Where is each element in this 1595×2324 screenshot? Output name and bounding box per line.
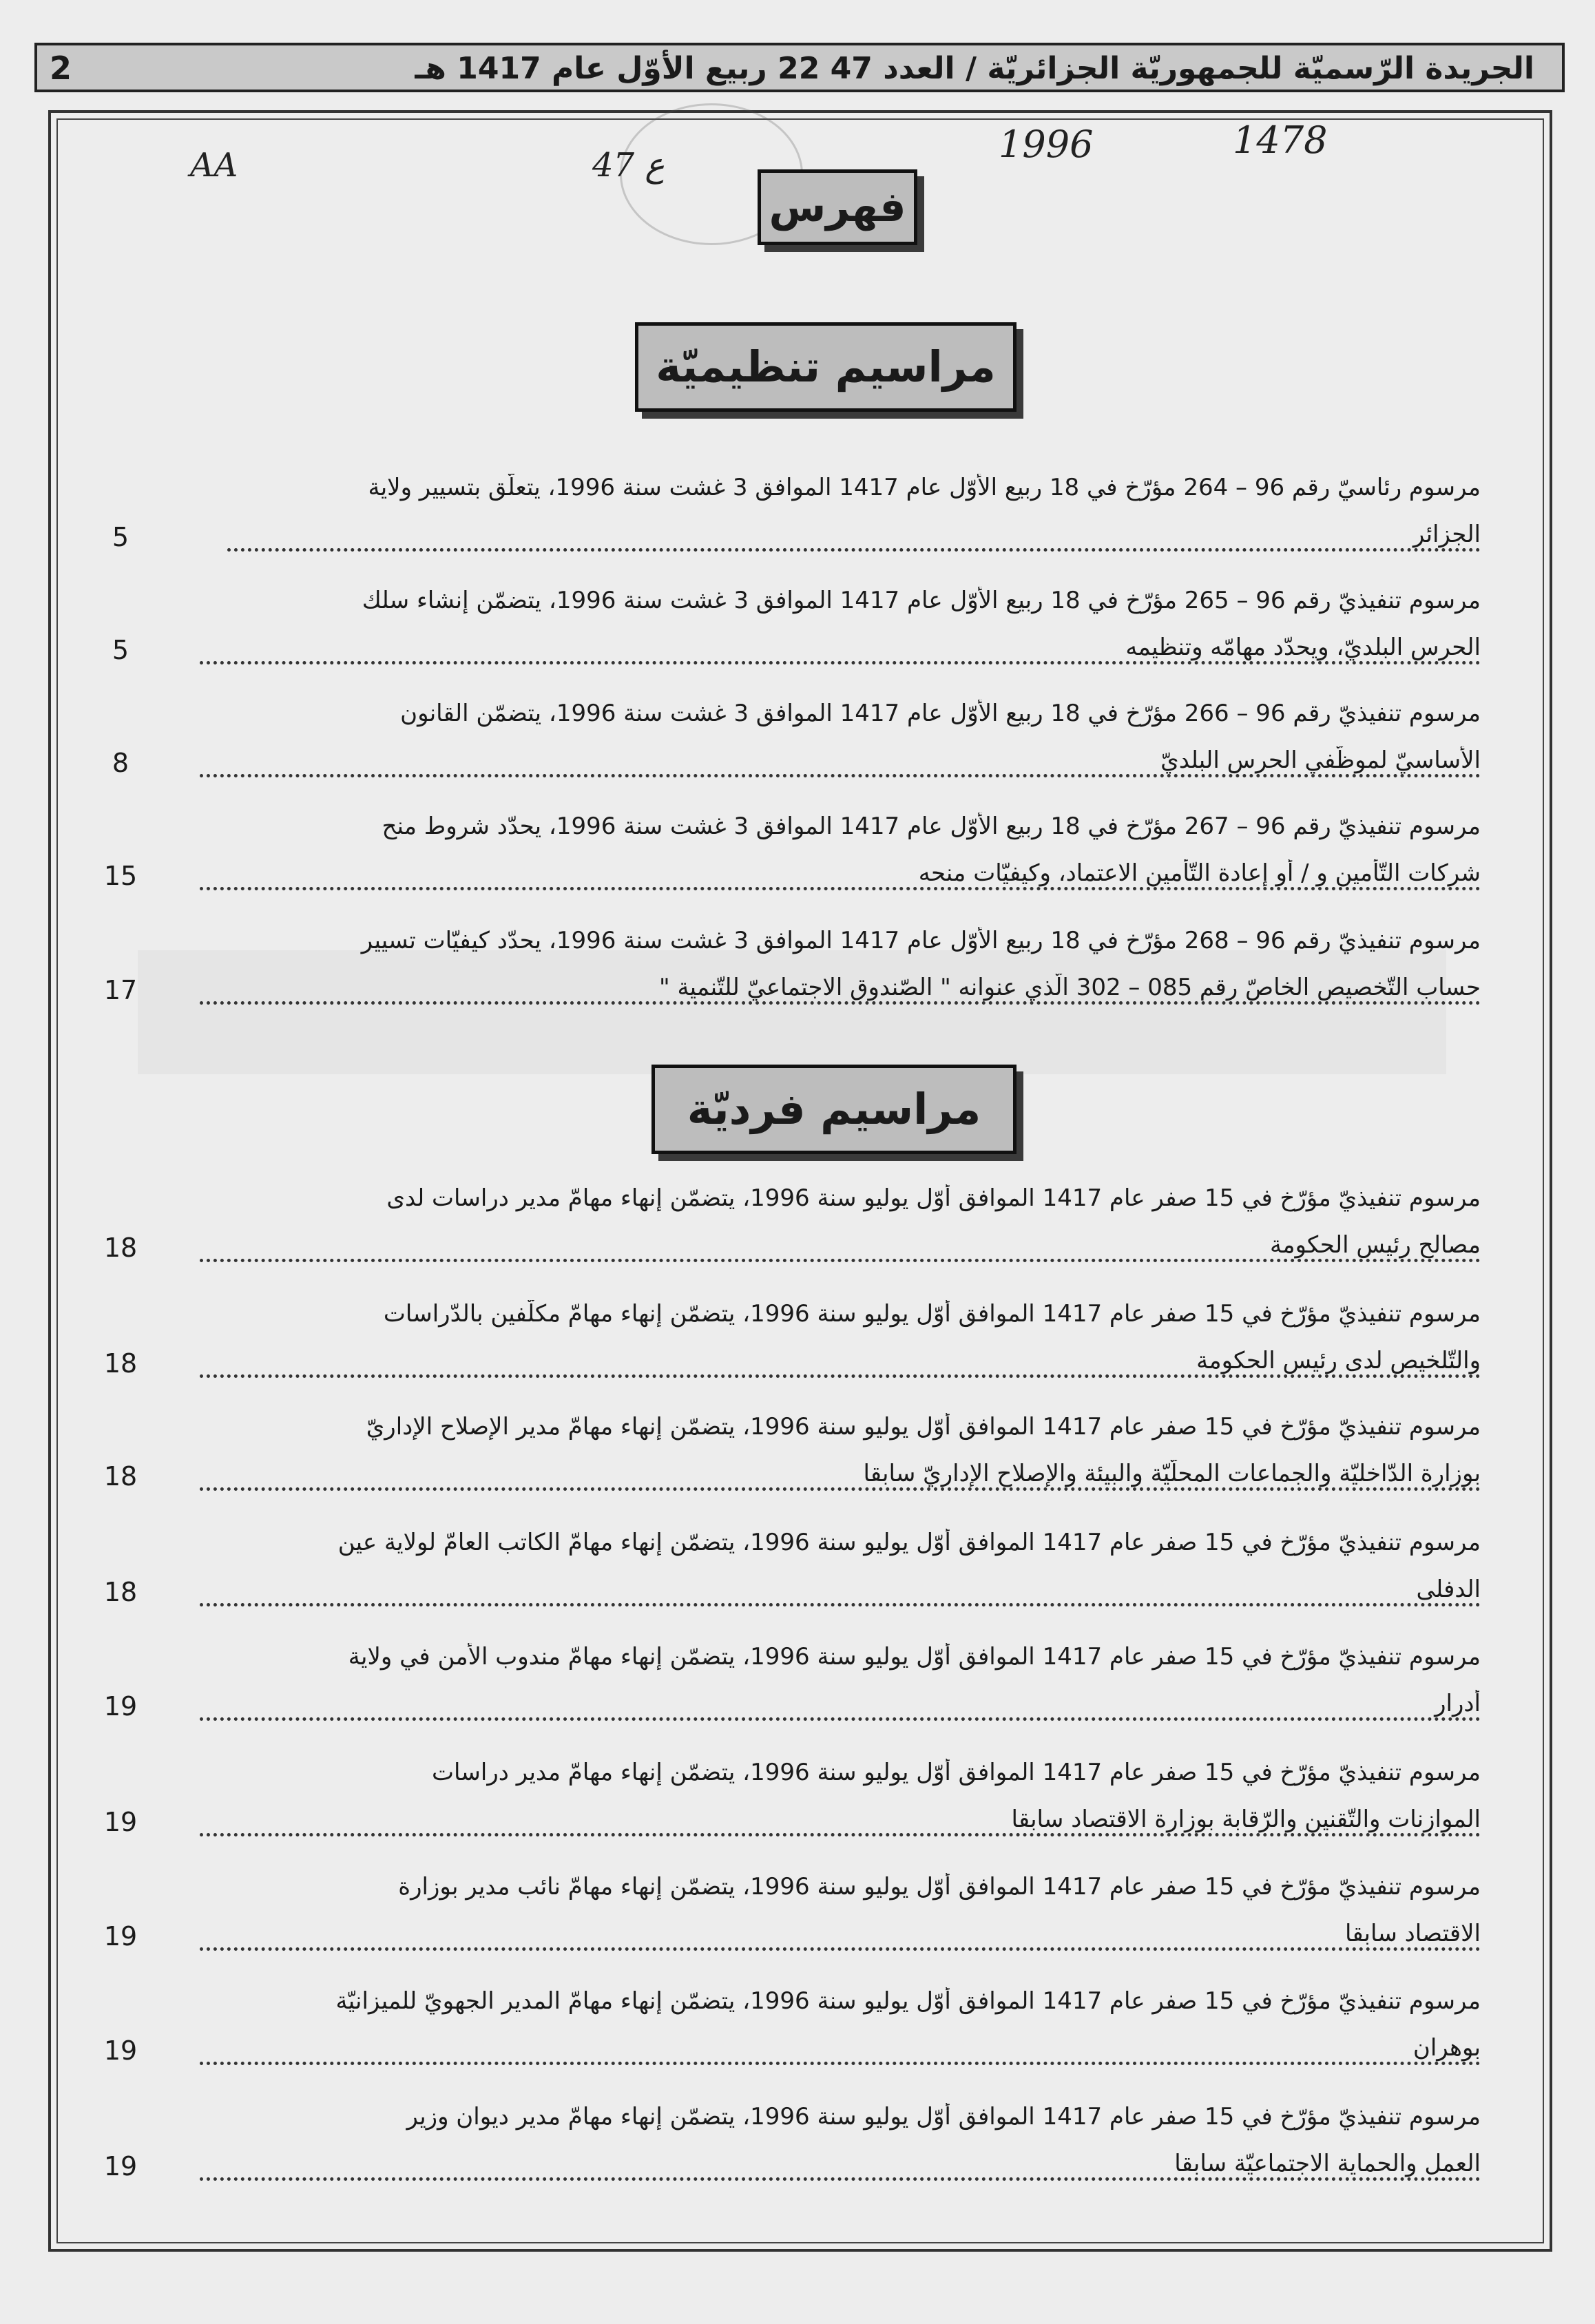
- section-regulatory-decrees-box: [635, 322, 1017, 412]
- entry-title-line1: مرسوم تنفيذيّ مؤرّخ في 15 صفر عام 1417 الموافق أوّل يوليو سنة 1996، يتضمّن إنهاء مهامّ نائب مدير بوزارة: [398, 1873, 1481, 1901]
- bleed-through-watermark: [138, 950, 1446, 1074]
- entry-title-line2: الاقتصاد سابقا: [1344, 1920, 1481, 1947]
- entry-page-number: 19: [103, 1691, 138, 1721]
- entry-title-line2: العمل والحماية الاجتماعيّة سابقا: [1174, 2150, 1481, 2177]
- handwritten-note-a: 1478: [1233, 118, 1328, 162]
- entry-title-line1: مرسوم تنفيذيّ مؤرّخ في 15 صفر عام 1417 الموافق أوّل يوليو سنة 1996، يتضمّن إنهاء مهامّ مندوب الأمن في ولاية: [348, 1643, 1481, 1671]
- leader-dots: [200, 2041, 1481, 2065]
- leader-dots: [200, 1582, 1481, 1606]
- header-title: الجريدة الرّسميّة للجمهوريّة الجزائريّة / العدد 47 22 ربيع الأوّل عام 1417 هـ: [415, 51, 1534, 86]
- entry-title-line1: مرسوم تنفيذيّ مؤرّخ في 15 صفر عام 1417 الموافق أوّل يوليو سنة 1996، يتضمّن إنهاء مهامّ مدير دراسات: [432, 1759, 1481, 1786]
- entry-page-number: 19: [103, 1807, 138, 1837]
- entry-title-line2: بوهران: [1412, 2034, 1481, 2062]
- entry-page-number: 18: [103, 1348, 138, 1379]
- entry-title-line2: الأساسيّ لموظّفي الحرس البلديّ: [1160, 746, 1481, 774]
- leader-dots: [200, 2157, 1481, 2181]
- entry-title-line2: حساب التّخصيص الخاصّ رقم 085 – 302 الّذي عنوانه " الصّندوق الاجتماعيّ للتّنمية ": [659, 974, 1481, 1001]
- entry-title-line1: مرسوم تنفيذيّ مؤرّخ في 15 صفر عام 1417 الموافق أوّل يوليو سنة 1996، يتضمّن إنهاء مهامّ مكلّفين بالدّراسات: [383, 1300, 1481, 1328]
- leader-dots: [200, 753, 1481, 777]
- entry-title-line1: مرسوم تنفيذيّ رقم 96 – 267 مؤرّخ في 18 ربيع الأوّل عام 1417 الموافق 3 غشت سنة 1996، يحدّد شروط منح: [382, 813, 1481, 840]
- entry-page-number: 18: [103, 1233, 138, 1263]
- leader-dots: [200, 1927, 1481, 1951]
- index-title-box: [758, 169, 917, 245]
- entry-title-line2: الحرس البلديّ، ويحدّد مهامّه وتنظيمه: [1125, 634, 1481, 661]
- leader-dots: [200, 640, 1481, 664]
- entry-page-number: 19: [103, 2035, 138, 2066]
- entry-title-line2: مصالح رئيس الحكومة: [1270, 1231, 1481, 1259]
- leader-dots: [200, 866, 1481, 890]
- entry-title-line1: مرسوم تنفيذيّ مؤرّخ في 15 صفر عام 1417 الموافق أوّل يوليو سنة 1996، يتضمّن إنهاء مهامّ مدير الإصلاح الإداريّ: [366, 1413, 1481, 1441]
- handwritten-note-b: 1996: [999, 123, 1094, 166]
- entry-title-line1: مرسوم رئاسيّ رقم 96 – 264 مؤرّخ في 18 ربيع الأوّل عام 1417 الموافق 3 غشت سنة 1996، يتعلّق بتسيير ولاية: [368, 474, 1481, 501]
- leader-dots: [200, 1697, 1481, 1721]
- entry-title-line2: والتّلخيص لدى رئيس الحكومة: [1196, 1347, 1481, 1374]
- entry-page-number: 19: [103, 1921, 138, 1951]
- entry-title-line1: مرسوم تنفيذيّ مؤرّخ في 15 صفر عام 1417 الموافق أوّل يوليو سنة 1996، يتضمّن إنهاء مهامّ مدير ديوان وزير: [406, 2103, 1481, 2131]
- leader-dots: [200, 1238, 1481, 1262]
- entry-title-line1: مرسوم تنفيذيّ مؤرّخ في 15 صفر عام 1417 الموافق أوّل يوليو سنة 1996، يتضمّن إنهاء مهامّ مدير دراسات لدى: [386, 1184, 1481, 1212]
- entry-page-number: 8: [112, 748, 129, 778]
- entry-title-line2: شركات التّأمين و / أو إعادة التّأمين الاعتماد، وكيفيّات منحه: [918, 859, 1481, 887]
- section-regulatory-decrees-title: مراسيم تنظيميّة: [656, 342, 996, 392]
- leader-dots: [200, 1812, 1481, 1836]
- entry-title-line1: مرسوم تنفيذيّ مؤرّخ في 15 صفر عام 1417 الموافق أوّل يوليو سنة 1996، يتضمّن إنهاء مهامّ الكاتب العامّ لولاية عين: [337, 1529, 1481, 1556]
- entry-title-line2: الدفلى: [1416, 1575, 1481, 1603]
- entry-title-line2: أدرار: [1435, 1690, 1481, 1717]
- entry-title-line1: مرسوم تنفيذيّ مؤرّخ في 15 صفر عام 1417 الموافق أوّل يوليو سنة 1996، يتضمّن إنهاء مهامّ المدير الجهويّ للميزانيّة: [335, 1987, 1481, 2015]
- entry-page-number: 15: [103, 861, 138, 891]
- handwritten-note-d: AA: [190, 146, 238, 185]
- section-individual-decrees-title: مراسيم فرديّة: [687, 1084, 981, 1134]
- entry-title-line2: الجزائر: [1412, 521, 1481, 548]
- leader-dots: [200, 981, 1481, 1005]
- entry-page-number: 5: [112, 522, 129, 552]
- entry-page-number: 18: [103, 1461, 138, 1491]
- entry-title-line2: بوزارة الدّاخليّة والجماعات المحلّيّة والبيئة والإصلاح الإداريّ سابقا: [863, 1460, 1481, 1487]
- entry-page-number: 18: [103, 1577, 138, 1607]
- entry-page-number: 5: [112, 635, 129, 665]
- leader-dots: [200, 1467, 1481, 1491]
- entry-page-number: 19: [103, 2151, 138, 2181]
- entry-title-line1: مرسوم تنفيذيّ رقم 96 – 266 مؤرّخ في 18 ربيع الأوّل عام 1417 الموافق 3 غشت سنة 1996، يتضمّن القانون: [400, 700, 1481, 727]
- page-header: [34, 43, 1565, 92]
- index-title: فهرس: [769, 183, 906, 231]
- entry-title-line2: الموازنات والتّقنين والرّقابة بوزارة الاقتصاد سابقا: [1011, 1805, 1481, 1833]
- entry-page-number: 17: [103, 975, 138, 1005]
- header-page-number: 2: [50, 50, 72, 87]
- leader-dots: [227, 527, 1481, 552]
- entry-title-line1: مرسوم تنفيذيّ رقم 96 – 268 مؤرّخ في 18 ربيع الأوّل عام 1417 الموافق 3 غشت سنة 1996، يحدّد كيفيّات تسيير: [361, 927, 1481, 954]
- handwritten-note-c: 47 ع: [592, 146, 665, 185]
- leader-dots: [200, 1354, 1481, 1378]
- entry-title-line1: مرسوم تنفيذيّ رقم 96 – 265 مؤرّخ في 18 ربيع الأوّل عام 1417 الموافق 3 غشت سنة 1996، يتضمّن إنشاء سلك: [362, 587, 1481, 614]
- section-individual-decrees-box: [651, 1065, 1017, 1154]
